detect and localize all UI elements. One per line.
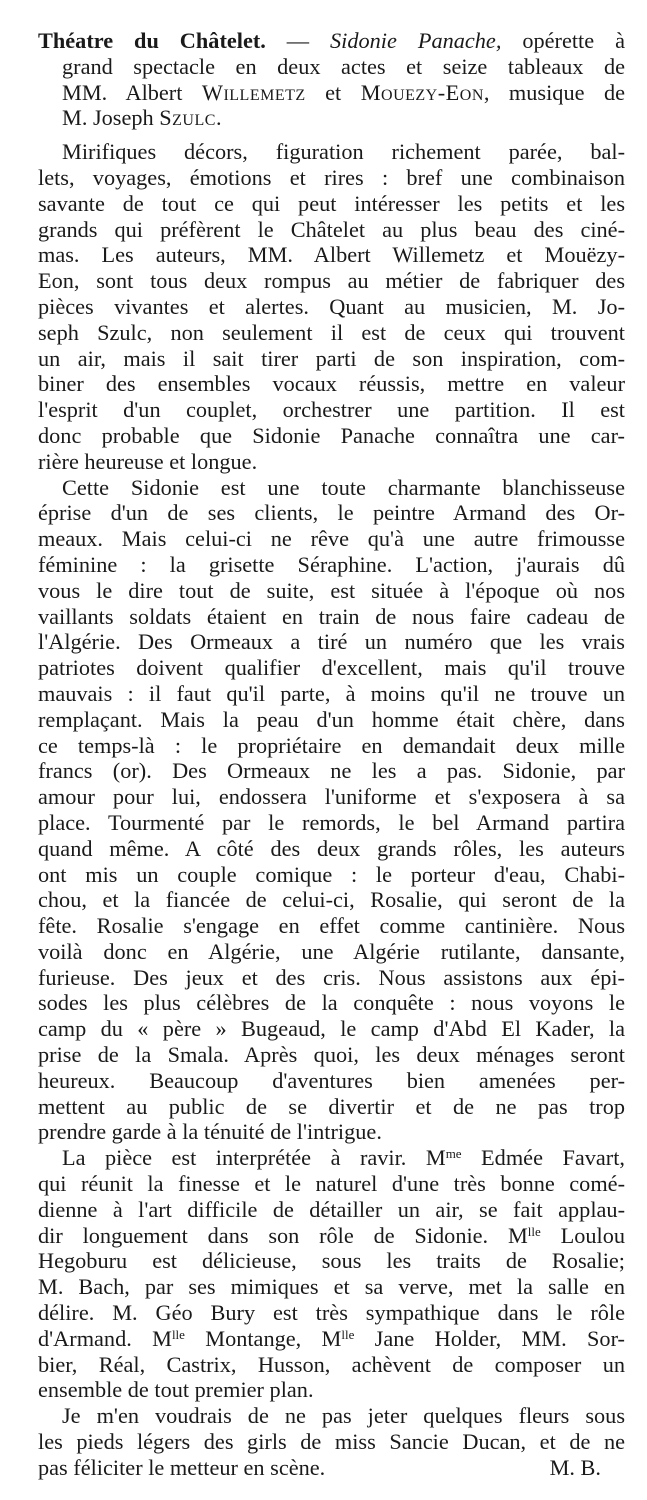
header-line-3-post: , musique de xyxy=(483,79,626,105)
paragraph-closing xyxy=(38,1403,625,1480)
text-line: donc probable que Sidonie Panache connaîtra une car- xyxy=(38,422,625,448)
text-line: Eon, sont tous deux rompus au métier de fabriquer des xyxy=(38,268,625,294)
text-line: camp du « père » Bugeaud, le camp d'Abd El Kader, la xyxy=(38,1016,625,1042)
text-line: ce temps-là : le propriétaire en demandait deux mille xyxy=(38,732,625,758)
closing-line-with-signature xyxy=(38,1455,625,1481)
text-segment: dir longuement dans son rôle de Sidonie. M xyxy=(38,1222,528,1248)
header-dash: — xyxy=(265,28,331,53)
text-line: féminine : la grisette Séraphine. L'action, j'aurais dû xyxy=(38,551,625,577)
text-line: chou, et la fiancée de celui-ci, Rosalie, qui seront de la xyxy=(38,887,625,913)
text-line: prendre garde à la ténuité de l'intrigue. xyxy=(38,1119,382,1145)
text-segment: Edmée Favart, xyxy=(461,1145,625,1171)
text-segment: d'Armand. M xyxy=(38,1325,172,1351)
text-line: quand même. A côté des deux grands rôles, les auteurs xyxy=(38,835,625,861)
text-line: prise de la Smala. Après quoi, les deux ménages seront xyxy=(38,1042,625,1068)
text-line: place. Tourmenté par le remords, le bel Armand partira xyxy=(38,809,625,835)
text-line xyxy=(38,1223,625,1249)
text-segment: M. Bach, par ses mimiques et sa verve, met la salle en xyxy=(38,1274,625,1300)
text-line: mettent au public de se divertir et de ne pas trop xyxy=(38,1093,625,1119)
text-line: l'Algérie. Des Ormeaux a tiré un numéro que les vrais xyxy=(38,629,625,655)
text-line: amour pour lui, endossera l'uniforme et s'exposera à sa xyxy=(38,784,625,810)
text-segment: Hegoburu est délicieuse, sous les traits de Rosalie; xyxy=(38,1248,625,1274)
text-line: ont mis un couple comique : le porteur d'eau, Chabi- xyxy=(38,861,625,887)
text-line: Je m'en voudrais de ne pas jeter quelques fleurs sous xyxy=(62,1403,625,1429)
author-signature: M. B. xyxy=(549,1454,601,1480)
header-line-3-mid: et xyxy=(305,79,361,105)
composer-name: Szulc xyxy=(159,105,216,131)
text-segment: délire. M. Géo Bury est très sympathique dans le rôle xyxy=(38,1300,625,1326)
text-line: mauvais : il faut qu'il parte, à moins qu'il ne trouve un xyxy=(38,680,625,706)
text-segment: dienne à l'art difficile de détailler un air, se fait applau- xyxy=(38,1196,625,1222)
text-line xyxy=(38,1326,625,1352)
title-abbrev-superscript: me xyxy=(445,1146,462,1162)
text-line: remplaçant. Mais la peau d'un homme était chère, dans xyxy=(38,706,625,732)
header-line-4-post: . xyxy=(215,105,222,131)
text-line: les pieds légers des girls de miss Sancie Ducan, et de ne xyxy=(38,1429,625,1455)
text-line: heureux. Beaucoup d'aventures bien amenées per- xyxy=(38,1067,625,1093)
text-segment: bier, Réal, Castrix, Husson, achèvent de composer un xyxy=(38,1351,625,1377)
text-segment: La pièce est interprétée à ravir. M xyxy=(62,1145,446,1171)
spacer xyxy=(38,131,625,139)
text-line: sodes les plus célèbres de la conquête : nous voyons le xyxy=(38,990,625,1016)
text-line xyxy=(38,1352,625,1378)
closing-text: pas féliciter le metteur en scène. xyxy=(38,1454,326,1480)
text-line: l'esprit d'un couplet, orchestrer une partition. Il est xyxy=(38,397,625,423)
text-segment: Montange, M xyxy=(184,1325,342,1351)
text-line xyxy=(38,1248,625,1274)
text-line: un air, mais il sait tirer parti de son inspiration, com- xyxy=(38,345,625,371)
text-line: éprise d'un de ses clients, le peintre Armand des Or- xyxy=(38,500,625,526)
text-line: meaux. Mais celui-ci ne rêve qu'à une autre frimousse xyxy=(38,526,625,552)
text-line: Cette Sidonie est une toute charmante blanchisseuse xyxy=(62,474,625,500)
text-line: seph Szulc, non seulement il est de ceux qui trouvent xyxy=(38,319,625,345)
paragraph-intro xyxy=(38,139,625,474)
text-line xyxy=(38,1300,625,1326)
title-abbrev-superscript: lle xyxy=(527,1223,541,1239)
text-line: vaillants soldats étaient en train de nous faire cadeau de xyxy=(38,603,625,629)
play-title: Sidonie Panache, xyxy=(330,28,502,53)
text-line: Mirifiques décors, figuration richement parée, bal- xyxy=(62,139,625,165)
header-line-3-pre: MM. Albert xyxy=(62,79,202,105)
text-line: mas. Les auteurs, MM. Albert Willemetz et Mouëzy- xyxy=(38,242,625,268)
text-line xyxy=(38,1377,625,1403)
venue-name: Théatre du Châtelet. xyxy=(38,28,266,53)
text-line: fête. Rosalie s'engage en effet comme cantinière. Nous xyxy=(38,913,625,939)
header-line-4 xyxy=(38,105,625,131)
text-segment: ensemble de tout premier plan. xyxy=(38,1377,314,1403)
text-line xyxy=(38,1197,625,1223)
title-abbrev-superscript: lle xyxy=(171,1326,185,1342)
text-line: savante de tout ce qui peut intéresser les petits et les xyxy=(38,190,625,216)
text-line: lets, voyages, émotions et rires : bref une combinaison xyxy=(38,164,625,190)
text-segment: Jane Holder, MM. Sor- xyxy=(354,1325,625,1351)
text-line: voilà donc en Algérie, une Algérie rutilante, dansante, xyxy=(38,938,625,964)
title-abbrev-superscript: lle xyxy=(341,1326,355,1342)
text-line xyxy=(38,1171,625,1197)
text-line: pièces vivantes et alertes. Quant au musicien, M. Jo- xyxy=(38,293,625,319)
paragraph-cast xyxy=(38,1145,625,1403)
text-line: furieuse. Des jeux et des cris. Nous assistons aux épi- xyxy=(38,964,625,990)
author-name-1: Willemetz xyxy=(201,79,306,105)
text-segment: Loulou xyxy=(540,1222,625,1248)
text-line xyxy=(38,1145,625,1171)
header-line-1 xyxy=(38,28,625,54)
paragraph-plot xyxy=(38,475,625,1146)
text-line: biner des ensembles vocaux réussis, mettre en valeur xyxy=(38,371,625,397)
article-header xyxy=(38,28,625,131)
header-line-3 xyxy=(38,80,625,106)
header-line-2: grand spectacle en deux actes et seize tableaux de xyxy=(62,53,625,79)
text-segment: qui réunit la finesse et le naturel d'une très bonne comé- xyxy=(38,1171,625,1197)
header-line-4-pre: M. Joseph xyxy=(62,105,160,131)
author-name-2: Mouezy-Eon xyxy=(360,79,484,105)
text-line: rière heureuse et longue. xyxy=(38,448,258,474)
header-desc-1: opérette à xyxy=(501,28,625,53)
text-line: grands qui préfèrent le Châtelet au plus beau des ciné- xyxy=(38,216,625,242)
text-line xyxy=(38,1274,625,1300)
text-line: vous le dire tout de suite, est située à l'époque où nos xyxy=(38,577,625,603)
text-line: francs (or). Des Ormeaux ne les a pas. Sidonie, par xyxy=(38,758,625,784)
text-line: patriotes doivent qualifier d'excellent, mais qu'il trouve xyxy=(38,655,625,681)
